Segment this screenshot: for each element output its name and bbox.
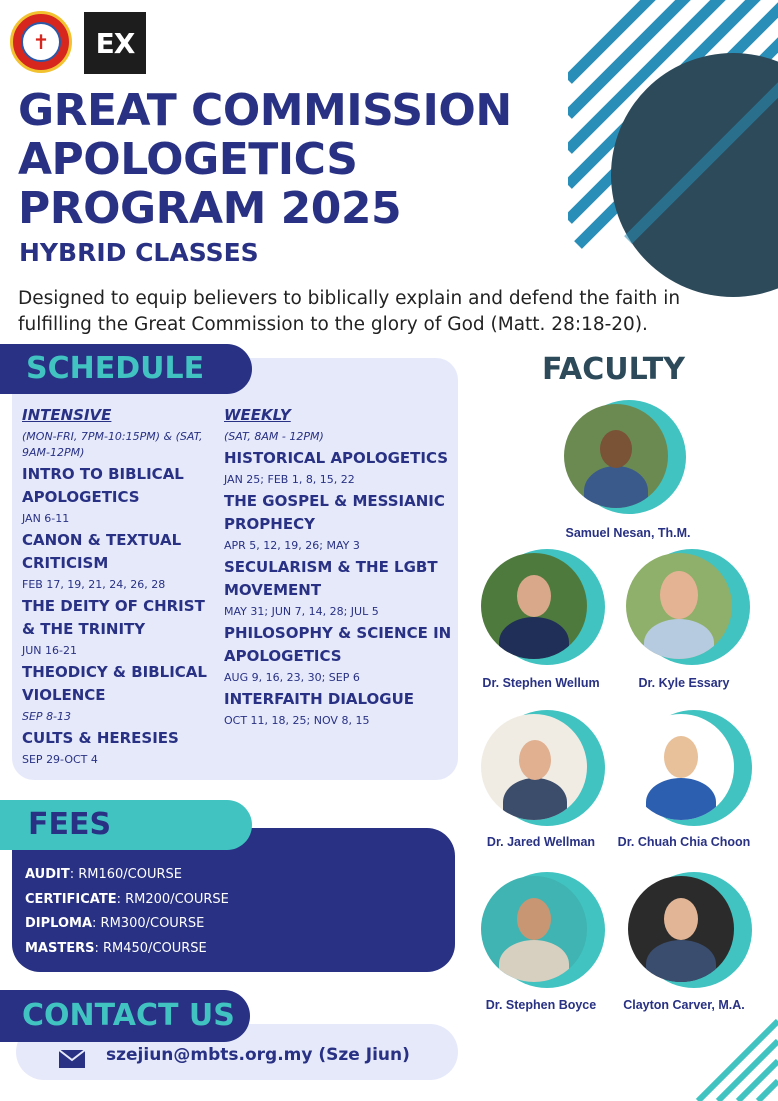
fee-type: MASTERS xyxy=(25,940,95,956)
faculty-photo xyxy=(564,404,668,508)
course-title: PHILOSOPHY & SCIENCE IN APOLOGETICS xyxy=(224,624,452,665)
course-title: INTERFAITH DIALOGUE xyxy=(224,690,415,708)
fee-type: AUDIT xyxy=(25,867,70,882)
fee-row xyxy=(25,937,229,962)
page-subtitle: HYBRID CLASSES xyxy=(19,238,259,267)
intensive-column xyxy=(22,405,222,768)
explain-international-logo xyxy=(84,12,146,74)
course-title: SECULARISM & THE LGBT MOVEMENT xyxy=(224,558,438,599)
course-title: THE GOSPEL & MESSIANIC PROPHECY xyxy=(224,492,445,533)
ex-logo-text: EX xyxy=(95,26,135,60)
contact-email-link[interactable]: szejiun@mbts.org.my (Sze Jiun) xyxy=(106,1045,410,1065)
course-item xyxy=(22,595,222,659)
faculty-member xyxy=(475,549,611,699)
fee-type: DIPLOMA xyxy=(25,916,93,931)
course-item xyxy=(224,556,454,620)
course-item xyxy=(224,688,454,729)
faculty-photo xyxy=(481,876,587,982)
course-item xyxy=(224,447,454,488)
fee-amount: : RM300/COURSE xyxy=(92,916,205,931)
intensive-times: (MON-FRI, 7PM-10:15PM) & (SAT, 9AM-12PM) xyxy=(22,430,203,459)
faculty-member xyxy=(620,549,756,699)
mail-icon xyxy=(58,1049,86,1069)
faculty-photo xyxy=(481,553,587,659)
fee-row xyxy=(25,912,229,937)
faculty-name: Dr. Chuah Chia Choon xyxy=(617,835,751,849)
course-title: THE DEITY OF CHRIST & THE TRINITY xyxy=(22,597,205,638)
faculty-name: Dr. Stephen Wellum xyxy=(482,676,600,690)
fee-amount: : RM450/COURSE xyxy=(94,940,207,956)
program-description: Designed to equip believers to biblically explain and defend the faith in fulfilling the Great Commission to the glory of God (Matt. 28:18-20). xyxy=(18,288,681,335)
course-dates: MAY 31; JUN 7, 14, 28; JUL 5 xyxy=(224,605,379,618)
course-title: CANON & TEXTUAL CRITICISM xyxy=(22,531,182,572)
course-title: THEODICY & BIBLICAL VIOLENCE xyxy=(22,663,207,704)
title-line: GREAT COMMISSION xyxy=(18,85,512,136)
course-dates: OCT 11, 18, 25; NOV 8, 15 xyxy=(224,714,370,727)
course-dates: JAN 25; FEB 1, 8, 15, 22 xyxy=(224,473,355,486)
course-item xyxy=(22,529,222,593)
cross-icon: ✝ xyxy=(21,22,61,62)
course-title: HISTORICAL APOLOGETICS xyxy=(224,449,449,467)
fee-amount: : RM200/COURSE xyxy=(116,891,229,907)
decorative-stripes-top-right xyxy=(568,0,778,300)
schedule-heading: SCHEDULE xyxy=(0,344,252,394)
faculty-name: Dr. Kyle Essary xyxy=(638,676,730,690)
course-dates: JUN 16-21 xyxy=(22,644,77,657)
course-dates: AUG 9, 16, 23, 30; SEP 6 xyxy=(224,671,360,684)
faculty-photo xyxy=(481,714,587,820)
course-item xyxy=(22,727,222,768)
course-dates: FEB 17, 19, 21, 24, 26, 28 xyxy=(22,578,166,591)
course-dates: SEP 8-13 xyxy=(22,710,72,723)
faculty-member xyxy=(475,872,611,1022)
course-dates: SEP 29-OCT 4 xyxy=(22,753,98,766)
fee-row xyxy=(25,863,229,888)
seminary-seal-logo xyxy=(10,11,72,73)
title-line: APOLOGETICS xyxy=(18,134,358,185)
fees-list xyxy=(25,863,229,961)
fee-type: CERTIFICATE xyxy=(25,891,117,907)
faculty-member xyxy=(622,872,758,1022)
faculty-name: Clayton Carver, M.A. xyxy=(623,998,745,1012)
weekly-times: (SAT, 8AM - 12PM) xyxy=(224,430,324,443)
faculty-heading: FACULTY xyxy=(542,352,685,387)
faculty-member xyxy=(617,710,758,860)
faculty-member xyxy=(558,400,698,550)
faculty-photo xyxy=(626,553,732,659)
intensive-heading: INTENSIVE xyxy=(22,406,112,424)
course-title: CULTS & HERESIES xyxy=(22,729,179,747)
course-dates: JAN 6-11 xyxy=(22,512,70,525)
fee-row xyxy=(25,888,229,913)
faculty-photo xyxy=(628,714,734,820)
title-line: PROGRAM 2025 xyxy=(18,183,402,234)
weekly-column xyxy=(224,405,454,729)
weekly-heading: WEEKLY xyxy=(224,406,291,424)
course-item xyxy=(224,490,454,554)
faculty-member xyxy=(475,710,611,860)
course-dates: APR 5, 12, 19, 26; MAY 3 xyxy=(224,539,360,552)
course-item xyxy=(22,661,222,725)
course-item xyxy=(224,622,454,686)
fees-heading: FEES xyxy=(0,800,252,850)
page-title xyxy=(18,86,578,233)
course-title: INTRO TO BIBLICAL APOLOGETICS xyxy=(22,465,184,506)
faculty-name: Dr. Stephen Boyce xyxy=(485,998,597,1012)
faculty-photo xyxy=(628,876,734,982)
contact-heading: CONTACT US xyxy=(0,990,250,1042)
faculty-name: Samuel Nesan, Th.M. xyxy=(565,526,691,540)
faculty-name: Dr. Jared Wellman xyxy=(486,835,596,849)
fee-amount: : RM160/COURSE xyxy=(69,867,182,882)
course-item xyxy=(22,463,222,527)
